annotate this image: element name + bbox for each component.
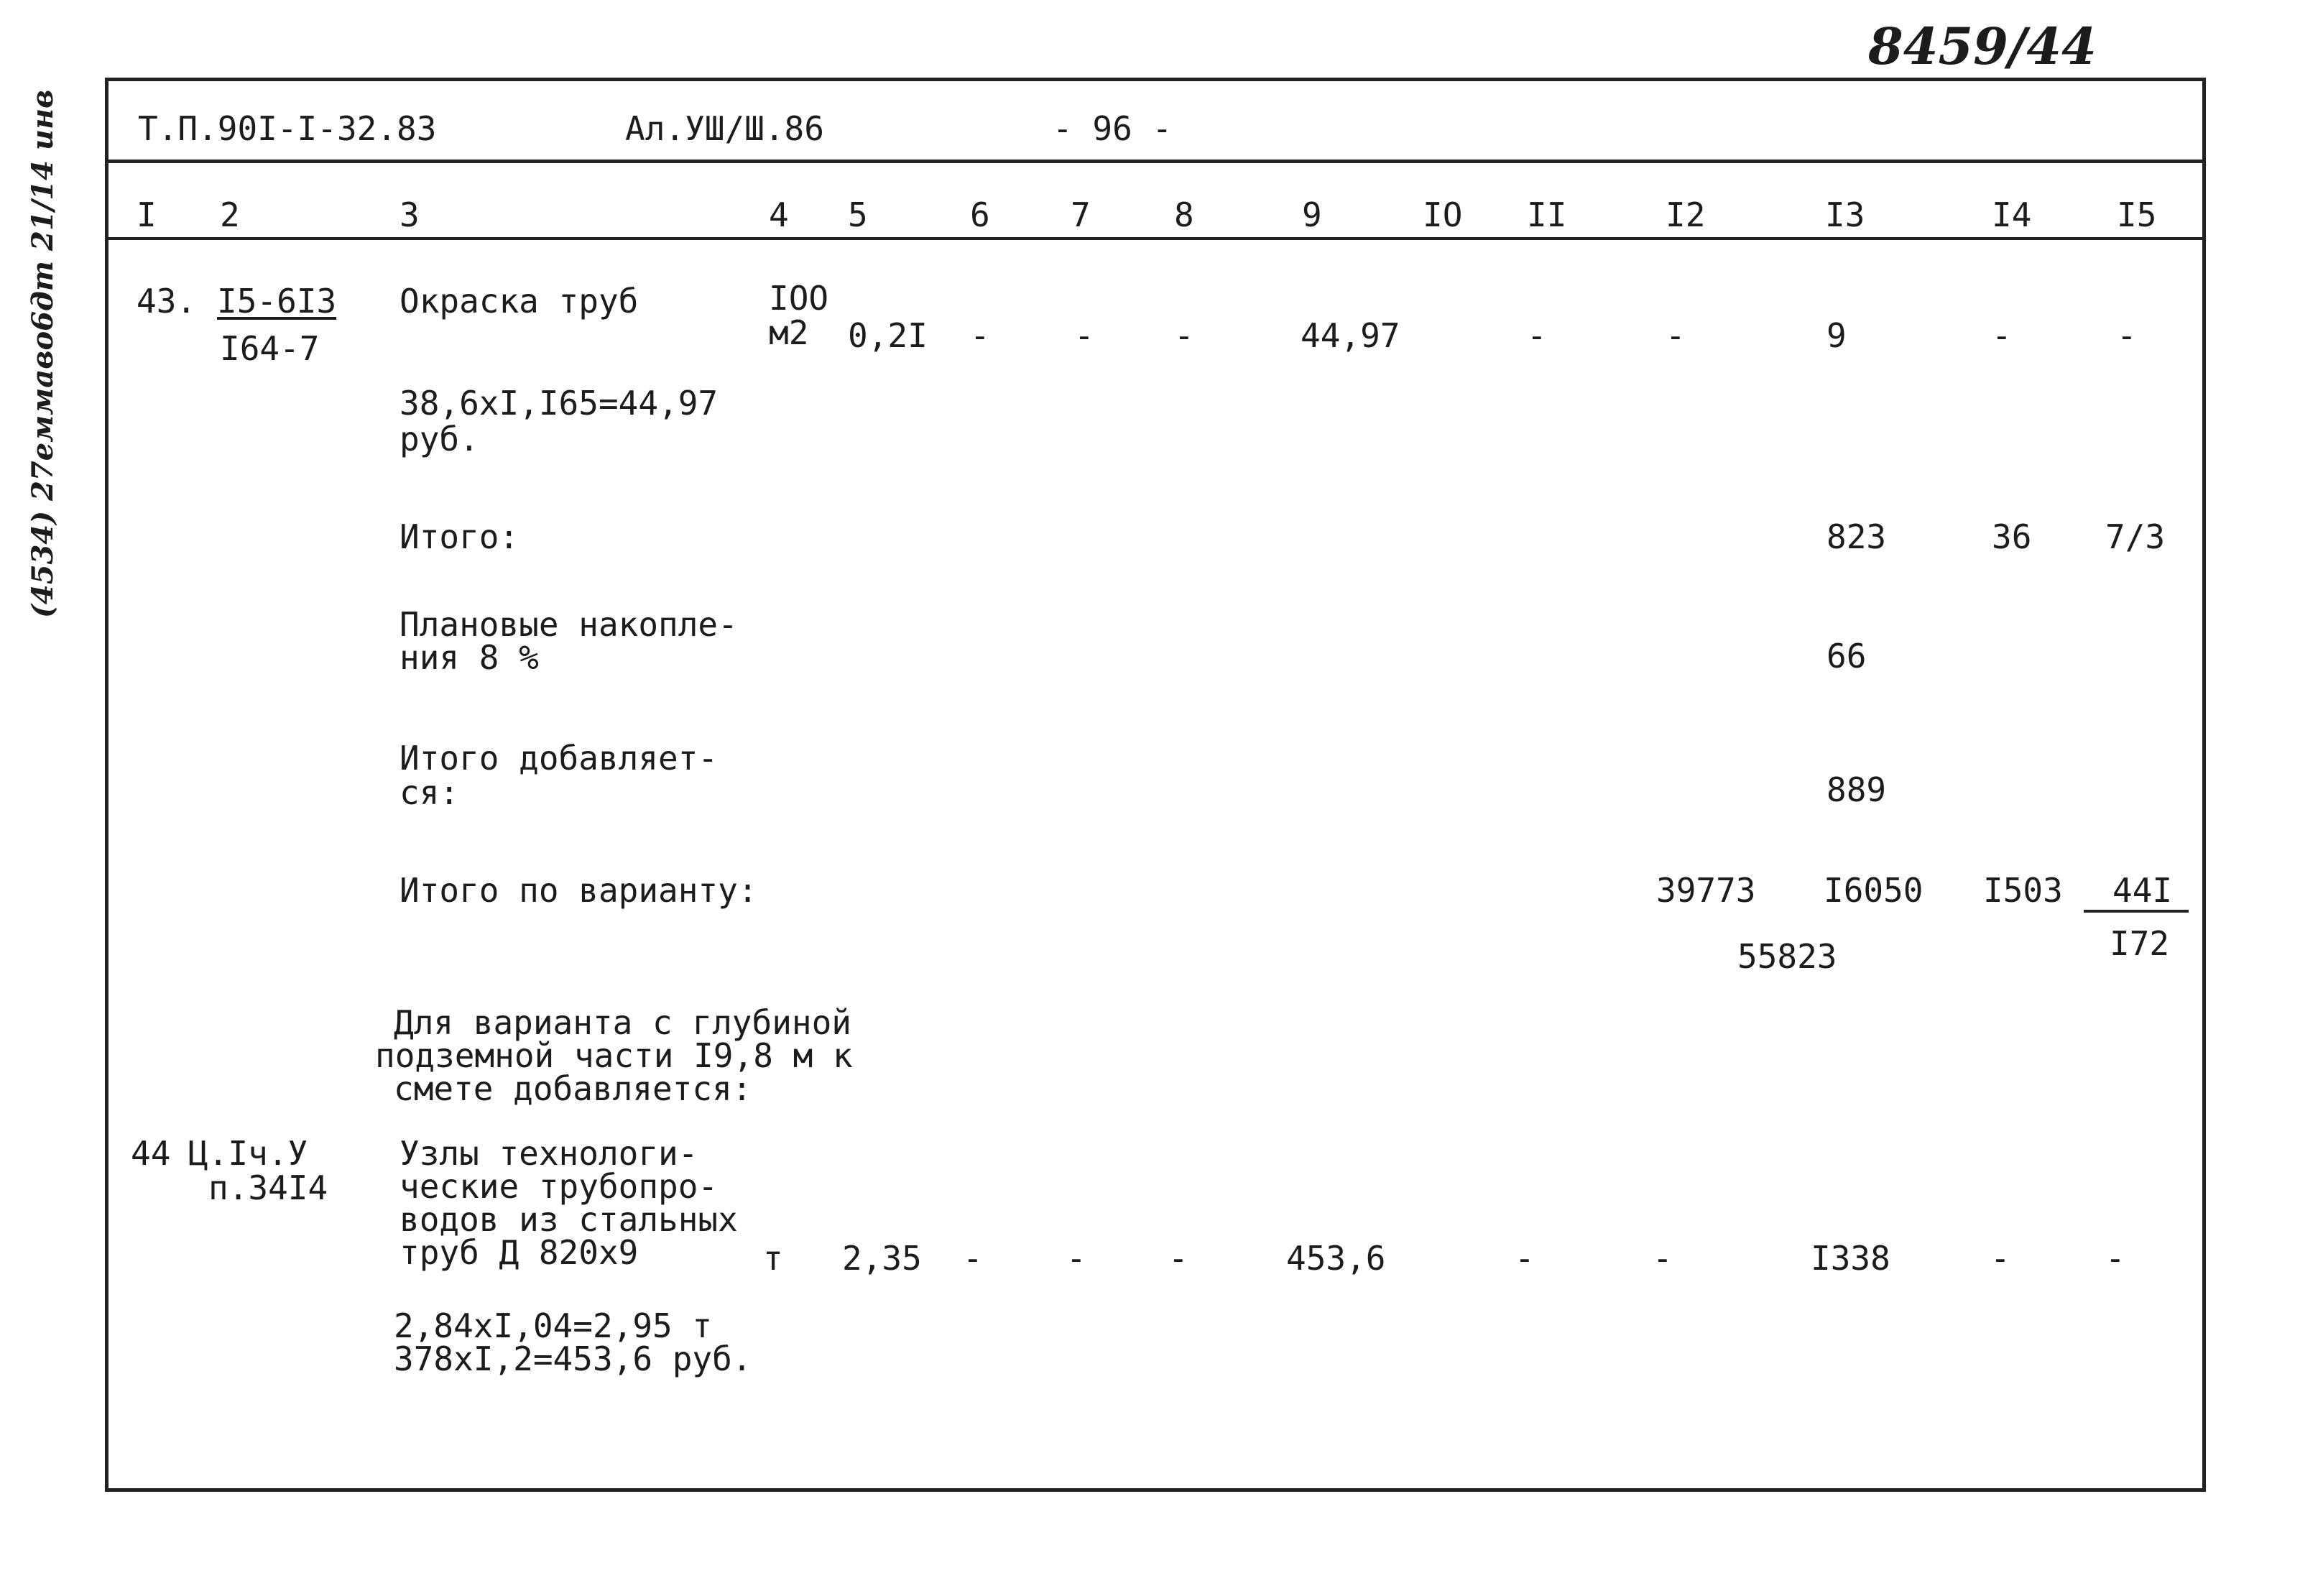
row43-code-secondary: I64-7 — [220, 329, 320, 368]
doc-code: Т.П.90I-I-32.83 — [138, 109, 437, 148]
row44-col8: - — [1168, 1239, 1188, 1278]
total-col15: 7/3 — [2105, 517, 2166, 556]
row44-col12: - — [1653, 1239, 1673, 1278]
col-7: 7 — [1071, 195, 1091, 234]
added-label-line2: ся: — [400, 773, 460, 812]
row43-code-primary: I5-6I3 — [217, 282, 337, 320]
note-line3: смете добавляется: — [394, 1069, 752, 1108]
col-11: II — [1527, 195, 1567, 234]
variant-fraction-line — [2084, 910, 2189, 913]
total-label: Итого: — [400, 517, 519, 556]
planned-col13: 66 — [1826, 637, 1867, 675]
row44-number: 44 — [131, 1134, 171, 1173]
col-9: 9 — [1302, 195, 1322, 234]
row43-unit-bottom: м2 — [769, 313, 809, 352]
planned-label-line1: Плановые накопле- — [400, 605, 738, 644]
row43-col15: - — [2117, 316, 2137, 355]
col-15: I5 — [2117, 195, 2157, 234]
row44-col14: - — [1990, 1239, 2010, 1278]
row43-calc-line1: 38,6xI,I65=44,97 — [400, 384, 719, 423]
note-line1: Для варианта с глубиной — [394, 1003, 851, 1042]
col-10: IO — [1423, 195, 1463, 234]
row44-col13: I338 — [1811, 1239, 1890, 1278]
row44-name-line2: ческие трубопро- — [400, 1167, 719, 1206]
added-col13: 889 — [1826, 770, 1887, 809]
col-1: I — [137, 195, 157, 234]
note-line2: подземной части I9,8 м к — [375, 1036, 853, 1075]
row44-unit: т — [763, 1239, 783, 1278]
row43-quantity: 0,2I — [848, 316, 928, 355]
col-2: 2 — [220, 195, 240, 234]
stamp-number: 8459/44 — [1868, 17, 2097, 76]
total-col14: 36 — [1992, 517, 2032, 556]
col-14: I4 — [1992, 195, 2032, 234]
row43-col8: - — [1174, 316, 1194, 355]
row43-col6: - — [970, 316, 990, 355]
col-8: 8 — [1174, 195, 1194, 234]
page-number: - 96 - — [1053, 109, 1173, 148]
row44-quantity: 2,35 — [842, 1239, 922, 1278]
row43-col14: - — [1992, 316, 2012, 355]
row44-code-primary: Ц.Iч.У — [188, 1134, 308, 1173]
row43-col12: - — [1666, 316, 1686, 355]
col-13: I3 — [1825, 195, 1865, 234]
row44-code-secondary: п.34I4 — [208, 1168, 328, 1207]
col-4: 4 — [769, 195, 789, 234]
row44-calc-line1: 2,84xI,04=2,95 т — [394, 1306, 713, 1345]
row44-calc-line2: 378xI,2=453,6 руб. — [394, 1339, 752, 1378]
col-3: 3 — [400, 195, 420, 234]
row43-col9: 44,97 — [1301, 316, 1400, 355]
col-6: 6 — [970, 195, 990, 234]
column-header-divider — [105, 237, 2206, 240]
row44-col6: - — [963, 1239, 983, 1278]
row43-col11: - — [1527, 316, 1547, 355]
added-label-line1: Итого добавляет- — [400, 739, 719, 778]
row44-name-line3: водов из стальных — [400, 1200, 738, 1239]
planned-label-line2: ния 8 % — [400, 638, 539, 677]
total-col13: 823 — [1826, 517, 1887, 556]
album-number: Ал.УШ/Ш.86 — [625, 109, 824, 148]
variant-col15-bottom: I72 — [2110, 924, 2170, 963]
col-5: 5 — [848, 195, 868, 234]
row44-col15: - — [2105, 1239, 2125, 1278]
variant-col15-top: 44I — [2112, 871, 2173, 910]
row43-name: Окраска труб — [400, 282, 639, 320]
row43-col13: 9 — [1826, 316, 1847, 355]
variant-sum: 55823 — [1737, 937, 1837, 976]
row44-name-line1: Узлы технологи- — [400, 1134, 698, 1173]
row44-col7: - — [1066, 1239, 1086, 1278]
row43-col7: - — [1074, 316, 1094, 355]
row44-col9: 453,6 — [1286, 1239, 1386, 1278]
variant-col13: I6050 — [1824, 871, 1923, 910]
variant-label: Итого по варианту: — [400, 871, 758, 910]
header-divider — [105, 160, 2206, 163]
row43-calc-line2: руб. — [400, 420, 479, 458]
row43-unit-top: IOO — [769, 279, 829, 318]
variant-col14: I503 — [1983, 871, 2063, 910]
row44-name-line4: труб Д 820x9 — [400, 1233, 639, 1272]
variant-col12: 39773 — [1656, 871, 1756, 910]
side-note: (4534) 27еммаво6дт 21/14 инв — [26, 89, 60, 618]
col-12: I2 — [1666, 195, 1706, 234]
row43-number: 43. — [137, 282, 197, 320]
row44-col11: - — [1515, 1239, 1535, 1278]
